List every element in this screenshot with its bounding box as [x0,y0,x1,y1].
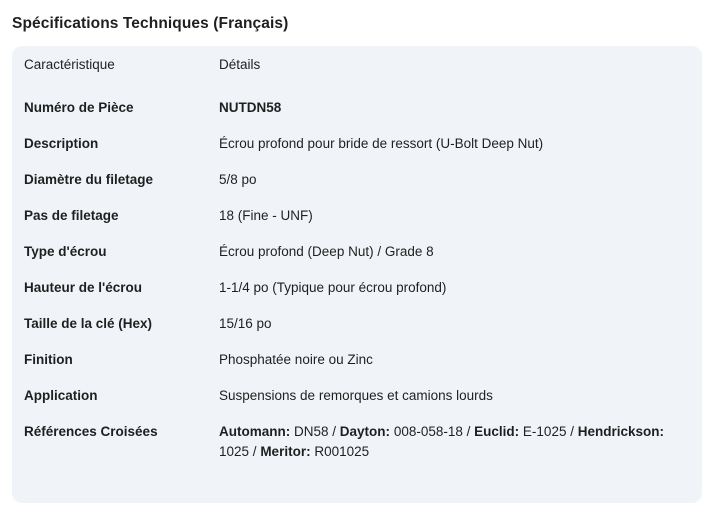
table-row [12,91,702,127]
cross-references-value [219,415,702,471]
row-label: Application [24,388,98,403]
row-value: 1-1/4 po (Typique pour écrou profond) [219,280,447,295]
column-header-details: Détails [219,57,261,72]
column-header-characteristic: Caractéristique [24,57,115,72]
cross-ref-separator: / [328,424,340,439]
cross-ref-brand: Automann: [219,424,291,439]
cross-ref-number: 1025 [219,444,250,459]
cross-ref-separator: / [249,444,261,459]
row-value: 15/16 po [219,316,272,331]
specifications-table-panel [12,46,702,503]
row-label: Numéro de Pièce [24,100,134,115]
row-label: Type d'écrou [24,244,107,259]
cross-ref-brand: Meritor: [260,444,311,459]
table-row [12,343,702,379]
row-value: 18 (Fine - UNF) [219,208,313,223]
row-label: Description [24,136,99,151]
row-label: Pas de filetage [24,208,119,223]
table-header-row [12,52,702,91]
row-label: Hauteur de l'écrou [24,280,142,295]
section-heading: Spécifications Techniques (Français) [12,15,289,32]
table-row [12,127,702,163]
row-label: Taille de la clé (Hex) [24,316,153,331]
row-value: Phosphatée noire ou Zinc [219,352,373,367]
cross-ref-brand: Hendrickson: [577,424,665,439]
row-label: Références Croisées [24,424,158,439]
row-value: Écrou profond pour bride de ressort (U-Bolt Deep Nut) [219,136,544,151]
table-row [12,415,702,471]
row-label: Diamètre du filetage [24,172,154,187]
cross-ref-number: DN58 [294,424,329,439]
row-value: Suspensions de remorques et camions lourds [219,388,493,403]
cross-ref-number: E-1025 [522,424,567,439]
part-number: NUTDN58 [219,100,282,115]
cross-ref-number: R001025 [314,444,370,459]
row-value [219,91,702,127]
row-label: Finition [24,352,73,367]
cross-ref-brand: Dayton: [339,424,391,439]
table-row [12,379,702,415]
cross-ref-brand: Euclid: [474,424,520,439]
table-row [12,235,702,271]
cross-ref-separator: / [566,424,578,439]
row-value: Écrou profond (Deep Nut) / Grade 8 [219,244,434,259]
table-row [12,163,702,199]
table-row [12,271,702,307]
table-row [12,307,702,343]
cross-ref-number: 008-058-18 [393,424,463,439]
specifications-table [12,52,702,471]
row-value: 5/8 po [219,172,257,187]
table-row [12,199,702,235]
cross-ref-separator: / [462,424,475,439]
